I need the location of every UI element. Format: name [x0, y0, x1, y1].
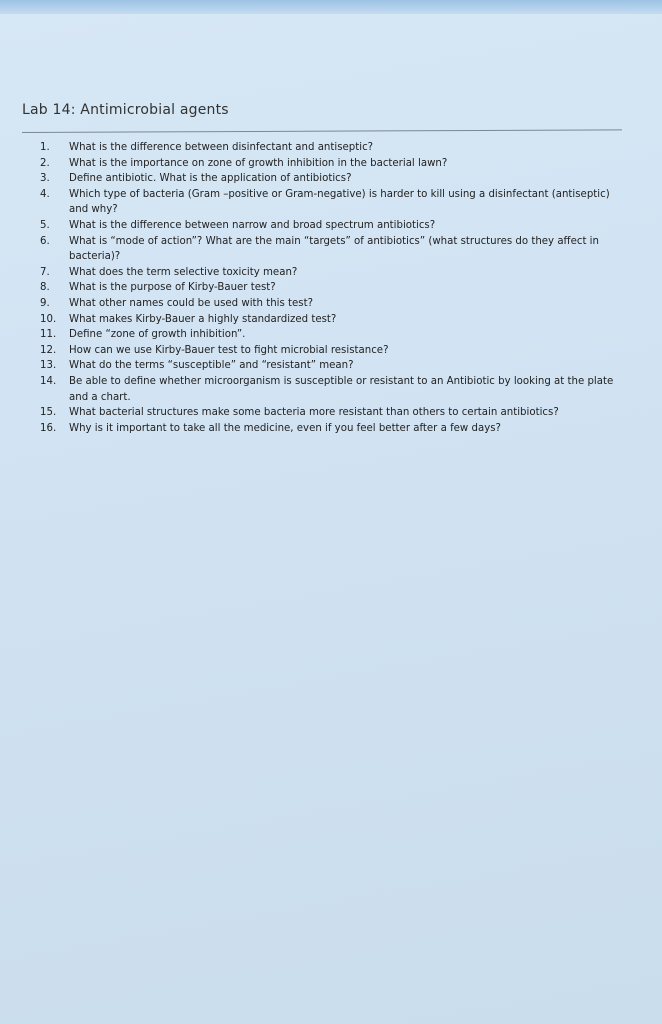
question-text: How can we use Kirby-Bauer test to fight microbial resistance?: [69, 344, 389, 356]
question-number: 9.: [40, 297, 50, 309]
list-item: [40, 280, 630, 296]
question-number: 1.: [40, 142, 50, 153]
question-number: 3.: [40, 173, 50, 185]
list-item: [40, 296, 630, 312]
question-number: 11.: [40, 329, 57, 341]
question-text: Define “zone of growth inhibition”.: [69, 329, 246, 341]
question-text: What is “mode of action”? What are the main “targets” of antibiotics” (what structures do they affect in bacteria)?: [69, 235, 599, 263]
question-number: 10.: [40, 313, 57, 325]
question-number: 16.: [40, 422, 57, 434]
question-text: What is the importance on zone of growth inhibition in the bacterial lawn?: [69, 157, 448, 169]
question-text: What makes Kirby-Bauer a highly standardized test?: [69, 313, 337, 325]
title-underline: [22, 129, 622, 133]
list-item: [40, 312, 630, 328]
question-number: 7.: [40, 266, 50, 278]
question-text: What is the purpose of Kirby-Bauer test?: [69, 282, 276, 294]
question-text: Why is it important to take all the medicine, even if you feel better after a few days?: [69, 422, 501, 434]
question-number: 15.: [40, 407, 57, 419]
question-number: 14.: [40, 375, 57, 387]
page-title: Lab 14: Antimicrobial agents: [22, 102, 229, 118]
list-item: [40, 405, 630, 421]
question-text: Which type of bacteria (Gram –positive or Gram-negative) is harder to kill using a disinfectant (antiseptic) and why?: [69, 188, 610, 216]
list-item: [40, 156, 630, 172]
list-item: [40, 358, 630, 374]
list-item: [40, 218, 630, 234]
list-item: [40, 327, 630, 343]
list-item: [40, 421, 630, 437]
list-item: [40, 374, 630, 405]
question-number: 13.: [40, 360, 57, 372]
question-text: Be able to define whether microorganism is susceptible or resistant to an Antibiotic by looking at the plate and a chart.: [69, 375, 614, 403]
question-text: What bacterial structures make some bacteria more resistant than others to certain antibiotics?: [69, 407, 559, 419]
photo-top-edge: [0, 0, 662, 14]
list-item: [40, 140, 630, 156]
list-item: [40, 171, 630, 187]
question-text: What other names could be used with this test?: [69, 297, 314, 309]
question-number: 5.: [40, 219, 50, 231]
list-item: [40, 343, 630, 359]
list-item: [40, 187, 630, 218]
list-item: [40, 234, 630, 265]
question-number: 8.: [40, 282, 50, 294]
question-list: [40, 140, 630, 436]
question-text: Define antibiotic. What is the application of antibiotics?: [69, 173, 352, 185]
question-text: What is the difference between disinfectant and antiseptic?: [69, 142, 374, 153]
list-item: [40, 265, 630, 281]
question-text: What is the difference between narrow and broad spectrum antibiotics?: [69, 219, 436, 231]
question-text: What do the terms “susceptible” and “resistant” mean?: [69, 360, 354, 372]
question-number: 2.: [40, 157, 50, 169]
question-number: 4.: [40, 188, 50, 200]
question-number: 12.: [40, 344, 57, 356]
paper-sheet: [0, 14, 662, 1024]
question-text: What does the term selective toxicity mean?: [69, 266, 298, 278]
question-number: 6.: [40, 235, 50, 247]
